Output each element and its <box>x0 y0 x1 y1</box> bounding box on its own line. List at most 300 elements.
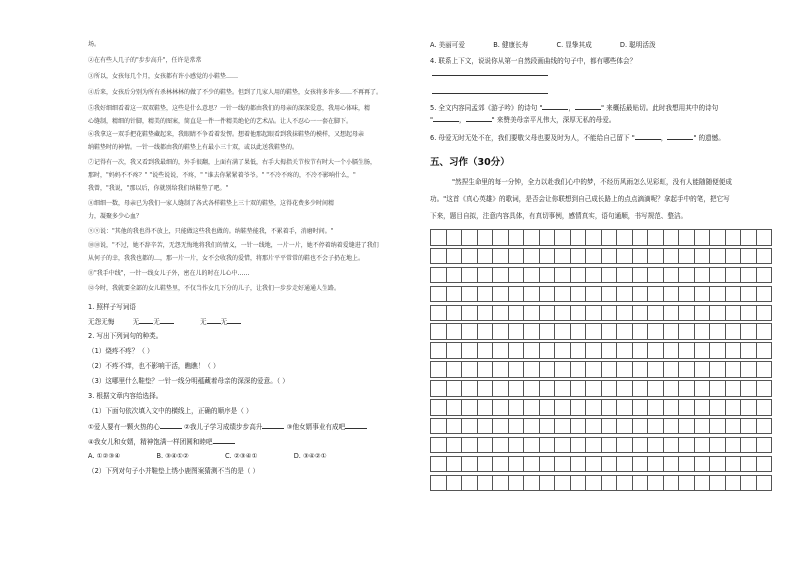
grid-cell[interactable] <box>710 418 726 434</box>
grid-cell[interactable] <box>493 286 509 302</box>
grid-cell[interactable] <box>756 324 772 340</box>
grid-cell[interactable] <box>725 248 741 264</box>
grid-cell[interactable] <box>493 324 509 340</box>
grid-cell[interactable] <box>663 362 679 378</box>
grid-cell[interactable] <box>446 400 462 416</box>
grid-cell[interactable] <box>570 267 586 283</box>
grid-cell[interactable] <box>725 362 741 378</box>
grid-cell[interactable] <box>632 267 648 283</box>
grid-cell[interactable] <box>462 286 478 302</box>
grid-cell[interactable] <box>648 305 664 321</box>
grid-cell[interactable] <box>555 230 571 246</box>
grid-cell[interactable] <box>539 456 555 472</box>
answer-blank[interactable] <box>262 422 284 429</box>
grid-cell[interactable] <box>617 456 633 472</box>
grid-cell[interactable] <box>663 418 679 434</box>
grid-cell[interactable] <box>663 400 679 416</box>
grid-cell[interactable] <box>725 381 741 397</box>
grid-cell[interactable] <box>586 305 602 321</box>
grid-cell[interactable] <box>524 324 540 340</box>
grid-cell[interactable] <box>617 305 633 321</box>
answer-blank[interactable] <box>433 115 459 122</box>
grid-cell[interactable] <box>508 343 524 359</box>
grid-cell[interactable] <box>431 437 447 453</box>
grid-cell[interactable] <box>725 400 741 416</box>
grid-cell[interactable] <box>663 437 679 453</box>
grid-cell[interactable] <box>725 343 741 359</box>
grid-cell[interactable] <box>741 286 757 302</box>
grid-cell[interactable] <box>570 418 586 434</box>
grid-cell[interactable] <box>617 343 633 359</box>
grid-cell[interactable] <box>555 343 571 359</box>
choice[interactable]: B. ③④①② <box>156 452 189 460</box>
grid-cell[interactable] <box>586 230 602 246</box>
grid-cell[interactable] <box>679 456 695 472</box>
grid-cell[interactable] <box>632 456 648 472</box>
grid-cell[interactable] <box>462 437 478 453</box>
grid-cell[interactable] <box>741 400 757 416</box>
grid-cell[interactable] <box>648 400 664 416</box>
grid-cell[interactable] <box>431 305 447 321</box>
grid-cell[interactable] <box>555 324 571 340</box>
grid-cell[interactable] <box>462 475 478 491</box>
grid-cell[interactable] <box>570 286 586 302</box>
grid-cell[interactable] <box>725 230 741 246</box>
grid-cell[interactable] <box>725 456 741 472</box>
answer-blank[interactable] <box>213 437 235 444</box>
grid-cell[interactable] <box>539 286 555 302</box>
grid-cell[interactable] <box>648 475 664 491</box>
grid-cell[interactable] <box>446 248 462 264</box>
grid-cell[interactable] <box>648 362 664 378</box>
grid-cell[interactable] <box>477 267 493 283</box>
grid-cell[interactable] <box>710 437 726 453</box>
grid-cell[interactable] <box>694 400 710 416</box>
grid-cell[interactable] <box>462 381 478 397</box>
grid-cell[interactable] <box>508 305 524 321</box>
grid-cell[interactable] <box>694 343 710 359</box>
grid-cell[interactable] <box>570 400 586 416</box>
grid-cell[interactable] <box>555 286 571 302</box>
grid-cell[interactable] <box>632 362 648 378</box>
grid-cell[interactable] <box>679 286 695 302</box>
grid-cell[interactable] <box>632 475 648 491</box>
grid-cell[interactable] <box>756 248 772 264</box>
grid-cell[interactable] <box>493 381 509 397</box>
grid-cell[interactable] <box>539 267 555 283</box>
grid-cell[interactable] <box>570 456 586 472</box>
grid-cell[interactable] <box>601 475 617 491</box>
grid-cell[interactable] <box>586 400 602 416</box>
grid-cell[interactable] <box>741 475 757 491</box>
grid-cell[interactable] <box>524 230 540 246</box>
grid-cell[interactable] <box>570 248 586 264</box>
grid-cell[interactable] <box>648 437 664 453</box>
grid-cell[interactable] <box>524 267 540 283</box>
grid-cell[interactable] <box>586 324 602 340</box>
grid-cell[interactable] <box>539 381 555 397</box>
grid-cell[interactable] <box>524 400 540 416</box>
grid-cell[interactable] <box>617 267 633 283</box>
grid-cell[interactable] <box>431 267 447 283</box>
grid-cell[interactable] <box>508 267 524 283</box>
grid-cell[interactable] <box>694 248 710 264</box>
grid-cell[interactable] <box>601 230 617 246</box>
grid-cell[interactable] <box>679 343 695 359</box>
grid-cell[interactable] <box>586 381 602 397</box>
grid-cell[interactable] <box>663 230 679 246</box>
grid-cell[interactable] <box>648 267 664 283</box>
grid-cell[interactable] <box>632 418 648 434</box>
grid-cell[interactable] <box>555 437 571 453</box>
grid-cell[interactable] <box>710 305 726 321</box>
grid-cell[interactable] <box>694 418 710 434</box>
grid-cell[interactable] <box>725 418 741 434</box>
grid-cell[interactable] <box>555 400 571 416</box>
grid-cell[interactable] <box>493 305 509 321</box>
grid-cell[interactable] <box>555 475 571 491</box>
grid-cell[interactable] <box>710 343 726 359</box>
grid-cell[interactable] <box>725 475 741 491</box>
grid-cell[interactable] <box>725 267 741 283</box>
grid-cell[interactable] <box>663 324 679 340</box>
grid-cell[interactable] <box>663 267 679 283</box>
grid-cell[interactable] <box>446 286 462 302</box>
grid-cell[interactable] <box>741 324 757 340</box>
grid-cell[interactable] <box>694 381 710 397</box>
grid-cell[interactable] <box>601 248 617 264</box>
grid-cell[interactable] <box>431 230 447 246</box>
grid-cell[interactable] <box>539 418 555 434</box>
grid-cell[interactable] <box>555 381 571 397</box>
grid-cell[interactable] <box>694 475 710 491</box>
grid-cell[interactable] <box>617 437 633 453</box>
grid-cell[interactable] <box>493 230 509 246</box>
grid-cell[interactable] <box>462 362 478 378</box>
grid-cell[interactable] <box>741 456 757 472</box>
answer-line[interactable] <box>432 67 548 76</box>
grid-cell[interactable] <box>632 230 648 246</box>
grid-cell[interactable] <box>493 400 509 416</box>
grid-cell[interactable] <box>539 343 555 359</box>
grid-cell[interactable] <box>586 362 602 378</box>
grid-cell[interactable] <box>508 475 524 491</box>
grid-cell[interactable] <box>725 305 741 321</box>
grid-cell[interactable] <box>539 305 555 321</box>
grid-cell[interactable] <box>431 362 447 378</box>
grid-cell[interactable] <box>586 248 602 264</box>
grid-cell[interactable] <box>601 437 617 453</box>
grid-cell[interactable] <box>508 248 524 264</box>
grid-cell[interactable] <box>462 418 478 434</box>
grid-cell[interactable] <box>617 324 633 340</box>
answer-line[interactable] <box>432 85 548 94</box>
grid-cell[interactable] <box>648 456 664 472</box>
grid-cell[interactable] <box>648 418 664 434</box>
grid-cell[interactable] <box>617 400 633 416</box>
grid-cell[interactable] <box>710 324 726 340</box>
answer-blank[interactable] <box>667 133 693 140</box>
grid-cell[interactable] <box>586 456 602 472</box>
grid-cell[interactable] <box>446 230 462 246</box>
answer-blank[interactable] <box>139 317 153 324</box>
grid-cell[interactable] <box>741 305 757 321</box>
grid-cell[interactable] <box>431 400 447 416</box>
grid-cell[interactable] <box>756 305 772 321</box>
grid-cell[interactable] <box>431 248 447 264</box>
grid-cell[interactable] <box>756 456 772 472</box>
choice[interactable]: C. ②③④① <box>225 452 258 460</box>
option[interactable]: C. 显挚其成 <box>556 41 592 49</box>
grid-cell[interactable] <box>586 437 602 453</box>
grid-cell[interactable] <box>477 230 493 246</box>
option[interactable]: B. 健康长寿 <box>493 41 529 49</box>
grid-cell[interactable] <box>741 230 757 246</box>
grid-cell[interactable] <box>694 362 710 378</box>
grid-cell[interactable] <box>570 230 586 246</box>
grid-cell[interactable] <box>632 305 648 321</box>
grid-cell[interactable] <box>741 343 757 359</box>
grid-cell[interactable] <box>431 418 447 434</box>
grid-cell[interactable] <box>694 286 710 302</box>
grid-cell[interactable] <box>756 267 772 283</box>
grid-cell[interactable] <box>446 343 462 359</box>
grid-cell[interactable] <box>524 475 540 491</box>
grid-cell[interactable] <box>508 230 524 246</box>
grid-cell[interactable] <box>756 362 772 378</box>
grid-cell[interactable] <box>601 418 617 434</box>
grid-cell[interactable] <box>508 456 524 472</box>
grid-cell[interactable] <box>446 418 462 434</box>
grid-cell[interactable] <box>756 418 772 434</box>
grid-cell[interactable] <box>756 437 772 453</box>
grid-cell[interactable] <box>570 343 586 359</box>
grid-cell[interactable] <box>601 267 617 283</box>
grid-cell[interactable] <box>570 381 586 397</box>
grid-cell[interactable] <box>710 248 726 264</box>
grid-cell[interactable] <box>508 400 524 416</box>
grid-cell[interactable] <box>539 437 555 453</box>
grid-cell[interactable] <box>431 343 447 359</box>
grid-cell[interactable] <box>617 362 633 378</box>
grid-cell[interactable] <box>586 475 602 491</box>
grid-cell[interactable] <box>663 248 679 264</box>
grid-cell[interactable] <box>539 400 555 416</box>
grid-cell[interactable] <box>555 362 571 378</box>
grid-cell[interactable] <box>601 362 617 378</box>
grid-cell[interactable] <box>679 400 695 416</box>
grid-cell[interactable] <box>601 400 617 416</box>
option[interactable]: A. 美丽可爱 <box>430 41 465 49</box>
grid-cell[interactable] <box>539 475 555 491</box>
grid-cell[interactable] <box>508 437 524 453</box>
writing-grid[interactable] <box>430 229 772 491</box>
grid-cell[interactable] <box>431 456 447 472</box>
grid-cell[interactable] <box>477 381 493 397</box>
grid-cell[interactable] <box>446 475 462 491</box>
grid-cell[interactable] <box>524 248 540 264</box>
grid-cell[interactable] <box>570 305 586 321</box>
grid-cell[interactable] <box>617 248 633 264</box>
grid-cell[interactable] <box>679 230 695 246</box>
grid-cell[interactable] <box>632 324 648 340</box>
grid-cell[interactable] <box>601 286 617 302</box>
grid-cell[interactable] <box>446 362 462 378</box>
grid-cell[interactable] <box>477 343 493 359</box>
grid-cell[interactable] <box>601 343 617 359</box>
grid-cell[interactable] <box>462 456 478 472</box>
grid-cell[interactable] <box>632 343 648 359</box>
grid-cell[interactable] <box>617 418 633 434</box>
grid-cell[interactable] <box>756 475 772 491</box>
grid-cell[interactable] <box>586 418 602 434</box>
grid-cell[interactable] <box>741 418 757 434</box>
grid-cell[interactable] <box>601 381 617 397</box>
grid-cell[interactable] <box>663 475 679 491</box>
grid-cell[interactable] <box>462 248 478 264</box>
grid-cell[interactable] <box>756 400 772 416</box>
grid-cell[interactable] <box>493 362 509 378</box>
answer-blank[interactable] <box>207 317 221 324</box>
grid-cell[interactable] <box>694 305 710 321</box>
grid-cell[interactable] <box>462 324 478 340</box>
grid-cell[interactable] <box>694 456 710 472</box>
grid-cell[interactable] <box>694 324 710 340</box>
grid-cell[interactable] <box>710 362 726 378</box>
grid-cell[interactable] <box>477 248 493 264</box>
grid-cell[interactable] <box>710 475 726 491</box>
grid-cell[interactable] <box>524 456 540 472</box>
grid-cell[interactable] <box>679 248 695 264</box>
grid-cell[interactable] <box>679 324 695 340</box>
grid-cell[interactable] <box>477 418 493 434</box>
grid-cell[interactable] <box>446 267 462 283</box>
grid-cell[interactable] <box>694 267 710 283</box>
grid-cell[interactable] <box>508 381 524 397</box>
grid-cell[interactable] <box>632 437 648 453</box>
grid-cell[interactable] <box>462 343 478 359</box>
grid-cell[interactable] <box>663 286 679 302</box>
grid-cell[interactable] <box>555 305 571 321</box>
grid-cell[interactable] <box>524 305 540 321</box>
grid-cell[interactable] <box>694 230 710 246</box>
grid-cell[interactable] <box>617 381 633 397</box>
grid-cell[interactable] <box>617 286 633 302</box>
grid-cell[interactable] <box>756 230 772 246</box>
grid-cell[interactable] <box>555 418 571 434</box>
grid-cell[interactable] <box>756 343 772 359</box>
grid-cell[interactable] <box>679 305 695 321</box>
grid-cell[interactable] <box>648 324 664 340</box>
grid-cell[interactable] <box>446 324 462 340</box>
grid-cell[interactable] <box>570 475 586 491</box>
grid-cell[interactable] <box>493 475 509 491</box>
grid-cell[interactable] <box>632 400 648 416</box>
grid-cell[interactable] <box>601 305 617 321</box>
grid-cell[interactable] <box>477 475 493 491</box>
grid-cell[interactable] <box>710 230 726 246</box>
grid-cell[interactable] <box>710 267 726 283</box>
answer-blank[interactable] <box>635 133 661 140</box>
grid-cell[interactable] <box>756 286 772 302</box>
grid-cell[interactable] <box>756 381 772 397</box>
grid-cell[interactable] <box>477 362 493 378</box>
choice[interactable]: D. ③④②① <box>293 452 327 460</box>
grid-cell[interactable] <box>648 343 664 359</box>
answer-blank[interactable] <box>160 422 182 429</box>
grid-cell[interactable] <box>524 381 540 397</box>
answer-blank[interactable] <box>466 115 492 122</box>
grid-cell[interactable] <box>493 248 509 264</box>
grid-cell[interactable] <box>493 343 509 359</box>
grid-cell[interactable] <box>570 437 586 453</box>
grid-cell[interactable] <box>462 230 478 246</box>
grid-cell[interactable] <box>617 230 633 246</box>
grid-cell[interactable] <box>710 286 726 302</box>
grid-cell[interactable] <box>570 362 586 378</box>
grid-cell[interactable] <box>524 343 540 359</box>
grid-cell[interactable] <box>477 400 493 416</box>
grid-cell[interactable] <box>632 248 648 264</box>
grid-cell[interactable] <box>663 381 679 397</box>
grid-cell[interactable] <box>431 286 447 302</box>
grid-cell[interactable] <box>431 475 447 491</box>
grid-cell[interactable] <box>679 418 695 434</box>
grid-cell[interactable] <box>508 362 524 378</box>
grid-cell[interactable] <box>570 324 586 340</box>
grid-cell[interactable] <box>679 381 695 397</box>
answer-blank[interactable] <box>575 103 601 110</box>
grid-cell[interactable] <box>710 456 726 472</box>
grid-cell[interactable] <box>446 456 462 472</box>
grid-cell[interactable] <box>648 381 664 397</box>
grid-cell[interactable] <box>741 267 757 283</box>
grid-cell[interactable] <box>741 437 757 453</box>
grid-cell[interactable] <box>477 324 493 340</box>
grid-cell[interactable] <box>462 267 478 283</box>
grid-cell[interactable] <box>741 362 757 378</box>
grid-cell[interactable] <box>679 475 695 491</box>
grid-cell[interactable] <box>632 381 648 397</box>
choice[interactable]: A. ①②③④ <box>88 452 121 460</box>
grid-cell[interactable] <box>462 305 478 321</box>
grid-cell[interactable] <box>694 437 710 453</box>
answer-blank[interactable] <box>542 103 568 110</box>
grid-cell[interactable] <box>586 343 602 359</box>
grid-cell[interactable] <box>446 381 462 397</box>
grid-cell[interactable] <box>493 418 509 434</box>
grid-cell[interactable] <box>648 286 664 302</box>
grid-cell[interactable] <box>539 230 555 246</box>
grid-cell[interactable] <box>679 267 695 283</box>
grid-cell[interactable] <box>741 248 757 264</box>
grid-cell[interactable] <box>493 437 509 453</box>
grid-cell[interactable] <box>539 362 555 378</box>
grid-cell[interactable] <box>508 286 524 302</box>
grid-cell[interactable] <box>601 324 617 340</box>
grid-cell[interactable] <box>477 456 493 472</box>
grid-cell[interactable] <box>725 286 741 302</box>
grid-cell[interactable] <box>710 381 726 397</box>
grid-cell[interactable] <box>632 286 648 302</box>
grid-cell[interactable] <box>524 286 540 302</box>
answer-blank[interactable] <box>227 317 241 324</box>
grid-cell[interactable] <box>648 230 664 246</box>
grid-cell[interactable] <box>524 437 540 453</box>
answer-blank[interactable] <box>345 422 367 429</box>
grid-cell[interactable] <box>555 267 571 283</box>
grid-cell[interactable] <box>586 267 602 283</box>
